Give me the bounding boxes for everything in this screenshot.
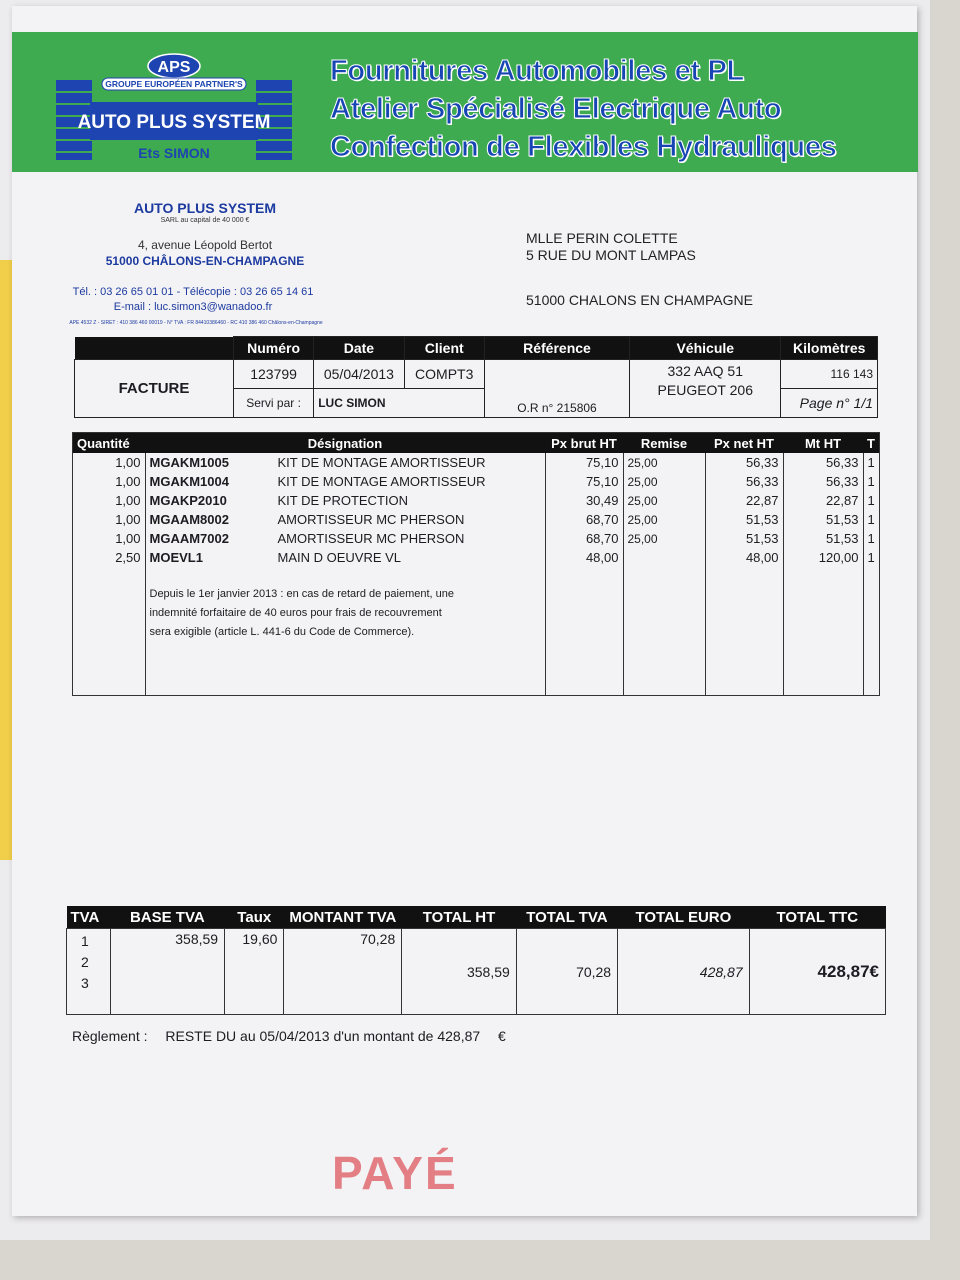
invoice-number: 123799 <box>233 360 313 389</box>
invoice-header-table <box>74 336 878 418</box>
late-payment-notice: Depuis le 1er janvier 2013 : en cas de retard de paiement, une indemnité forfaitaire de 40 euros pour frais de recouvrement sera exigible (article L. 441-6 du Code de Commerce). <box>149 588 455 638</box>
col-total-tva: TOTAL TVA <box>516 906 617 929</box>
banner-line-3: Confection de Flexibles Hydrauliques <box>330 131 837 163</box>
label-numero: Numéro <box>233 337 313 360</box>
col-montant-tva: MONTANT TVA <box>284 906 402 929</box>
col-quantite: Quantité <box>73 433 146 454</box>
label-reference: Référence <box>484 337 629 360</box>
vehicle-model: PEUGEOT 206 <box>657 382 753 398</box>
logo-aps-text: APS <box>157 59 191 76</box>
company-name: AUTO PLUS SYSTEM <box>133 200 277 216</box>
table-row: 1,00 MGAKP2010 KIT DE PROTECTION 30,49 25,00 22,87 22,87 1 <box>73 491 880 510</box>
vehicle-plate: 332 AAQ 51 <box>667 363 744 379</box>
table-row: 1,00 MGAAM8002 AMORTISSEUR MC PHERSON 68,70 25,00 51,53 51,53 1 <box>73 510 880 529</box>
col-t: T <box>863 433 880 454</box>
label-client: Client <box>404 337 484 360</box>
banner-line-2: Atelier Spécialisé Electrique Auto <box>330 93 782 125</box>
payment-currency: € <box>498 1028 506 1044</box>
doc-type: FACTURE <box>75 360 234 418</box>
served-by-name: LUC SIMON <box>314 389 485 418</box>
vehicle-cell <box>630 360 781 418</box>
client-code: COMPT3 <box>404 360 484 389</box>
total-tva: 70,28 <box>516 929 617 1015</box>
label-date: Date <box>314 337 404 360</box>
table-row: 1,00 MGAKM1005 KIT DE MONTAGE AMORTISSEUR 75,10 25,00 56,33 56,33 1 <box>73 453 880 472</box>
banner-line-1: Fournitures Automobiles et PL <box>330 55 744 87</box>
customer-name: MLLE PERIN COLETTE <box>526 230 678 246</box>
customer-address <box>526 230 753 309</box>
table-row: 1,00 MGAAM7002 AMORTISSEUR MC PHERSON 68,70 25,00 51,53 51,53 1 <box>73 529 880 548</box>
col-total-euro: TOTAL EURO <box>618 906 750 929</box>
table-row: 2,50 MOEVL1 MAIN D OEUVRE VL 48,00 48,00 120,00 1 <box>73 548 880 567</box>
line-items-table <box>72 432 880 696</box>
logo-ets-text: Ets SIMON <box>138 145 210 161</box>
page-number: Page n° 1/1 <box>781 389 878 418</box>
invoice-date: 05/04/2013 <box>314 360 404 389</box>
payment-line <box>72 1028 506 1044</box>
banner-title <box>330 52 836 166</box>
total-euro: 428,87 <box>618 929 750 1015</box>
total-ttc: 428,87€ <box>749 929 885 1015</box>
payment-text: RESTE DU au 05/04/2013 d'un montant de 428,87 <box>165 1028 481 1044</box>
totals-table <box>66 906 886 1015</box>
label-vehicule: Véhicule <box>630 337 781 360</box>
company-city: 51000 CHÂLONS-EN-CHAMPAGNE <box>105 254 305 268</box>
company-contact <box>62 285 324 315</box>
customer-city: 51000 CHALONS EN CHAMPAGNE <box>526 292 753 308</box>
payment-label: Règlement : <box>72 1028 148 1044</box>
company-legal: APE 4532 Z - SIRET : 410 386 460 00019 - N° TVA : FR 84410386460 - RC 410 386 460 Châlons-en-Champagne <box>69 320 323 326</box>
table-row: 1,00 MGAKM1004 KIT DE MONTAGE AMORTISSEUR 75,10 25,00 56,33 56,33 1 <box>73 472 880 491</box>
or-number: O.R n° 215806 <box>484 360 629 418</box>
company-block <box>100 200 310 268</box>
col-designation: Désignation <box>145 433 545 454</box>
paid-stamp: PAYÉ <box>332 1147 458 1199</box>
montant-tva: 70,28 <box>284 929 402 1015</box>
col-total-ttc: TOTAL TTC <box>749 906 885 929</box>
col-total-ht: TOTAL HT <box>402 906 517 929</box>
col-tva: TVA <box>67 906 111 929</box>
total-ht: 358,59 <box>402 929 517 1015</box>
company-email: E-mail : luc.simon3@wanadoo.fr <box>113 301 273 313</box>
logo-name-text: AUTO PLUS SYSTEM <box>77 112 271 133</box>
taux-tva: 19,60 <box>225 929 284 1015</box>
kilometres-value: 116 143 <box>781 360 878 389</box>
customer-street: 5 RUE DU MONT LAMPAS <box>526 247 696 263</box>
col-taux: Taux <box>225 906 284 929</box>
notice-row <box>73 567 880 696</box>
col-px-brut: Px brut HT <box>545 433 623 454</box>
col-base-tva: BASE TVA <box>110 906 225 929</box>
served-by-label: Servi par : <box>233 389 313 418</box>
base-tva: 358,59 <box>110 929 225 1015</box>
tva-codes: 1 2 3 <box>67 929 111 1015</box>
col-px-net: Px net HT <box>705 433 783 454</box>
col-mt-ht: Mt HT <box>783 433 863 454</box>
company-phone: Tél. : 03 26 65 01 01 - Télécopie : 03 26 65 14 61 <box>72 286 314 298</box>
label-kilometres: Kilomètres <box>781 337 878 360</box>
col-remise: Remise <box>623 433 705 454</box>
company-street: 4, avenue Léopold Bertot <box>137 238 273 252</box>
logo-groupe-text: GROUPE EUROPÉEN PARTNER'S <box>105 79 243 89</box>
company-capital: SARL au capital de 40 000 € <box>160 217 250 224</box>
aps-logo <box>52 52 296 164</box>
